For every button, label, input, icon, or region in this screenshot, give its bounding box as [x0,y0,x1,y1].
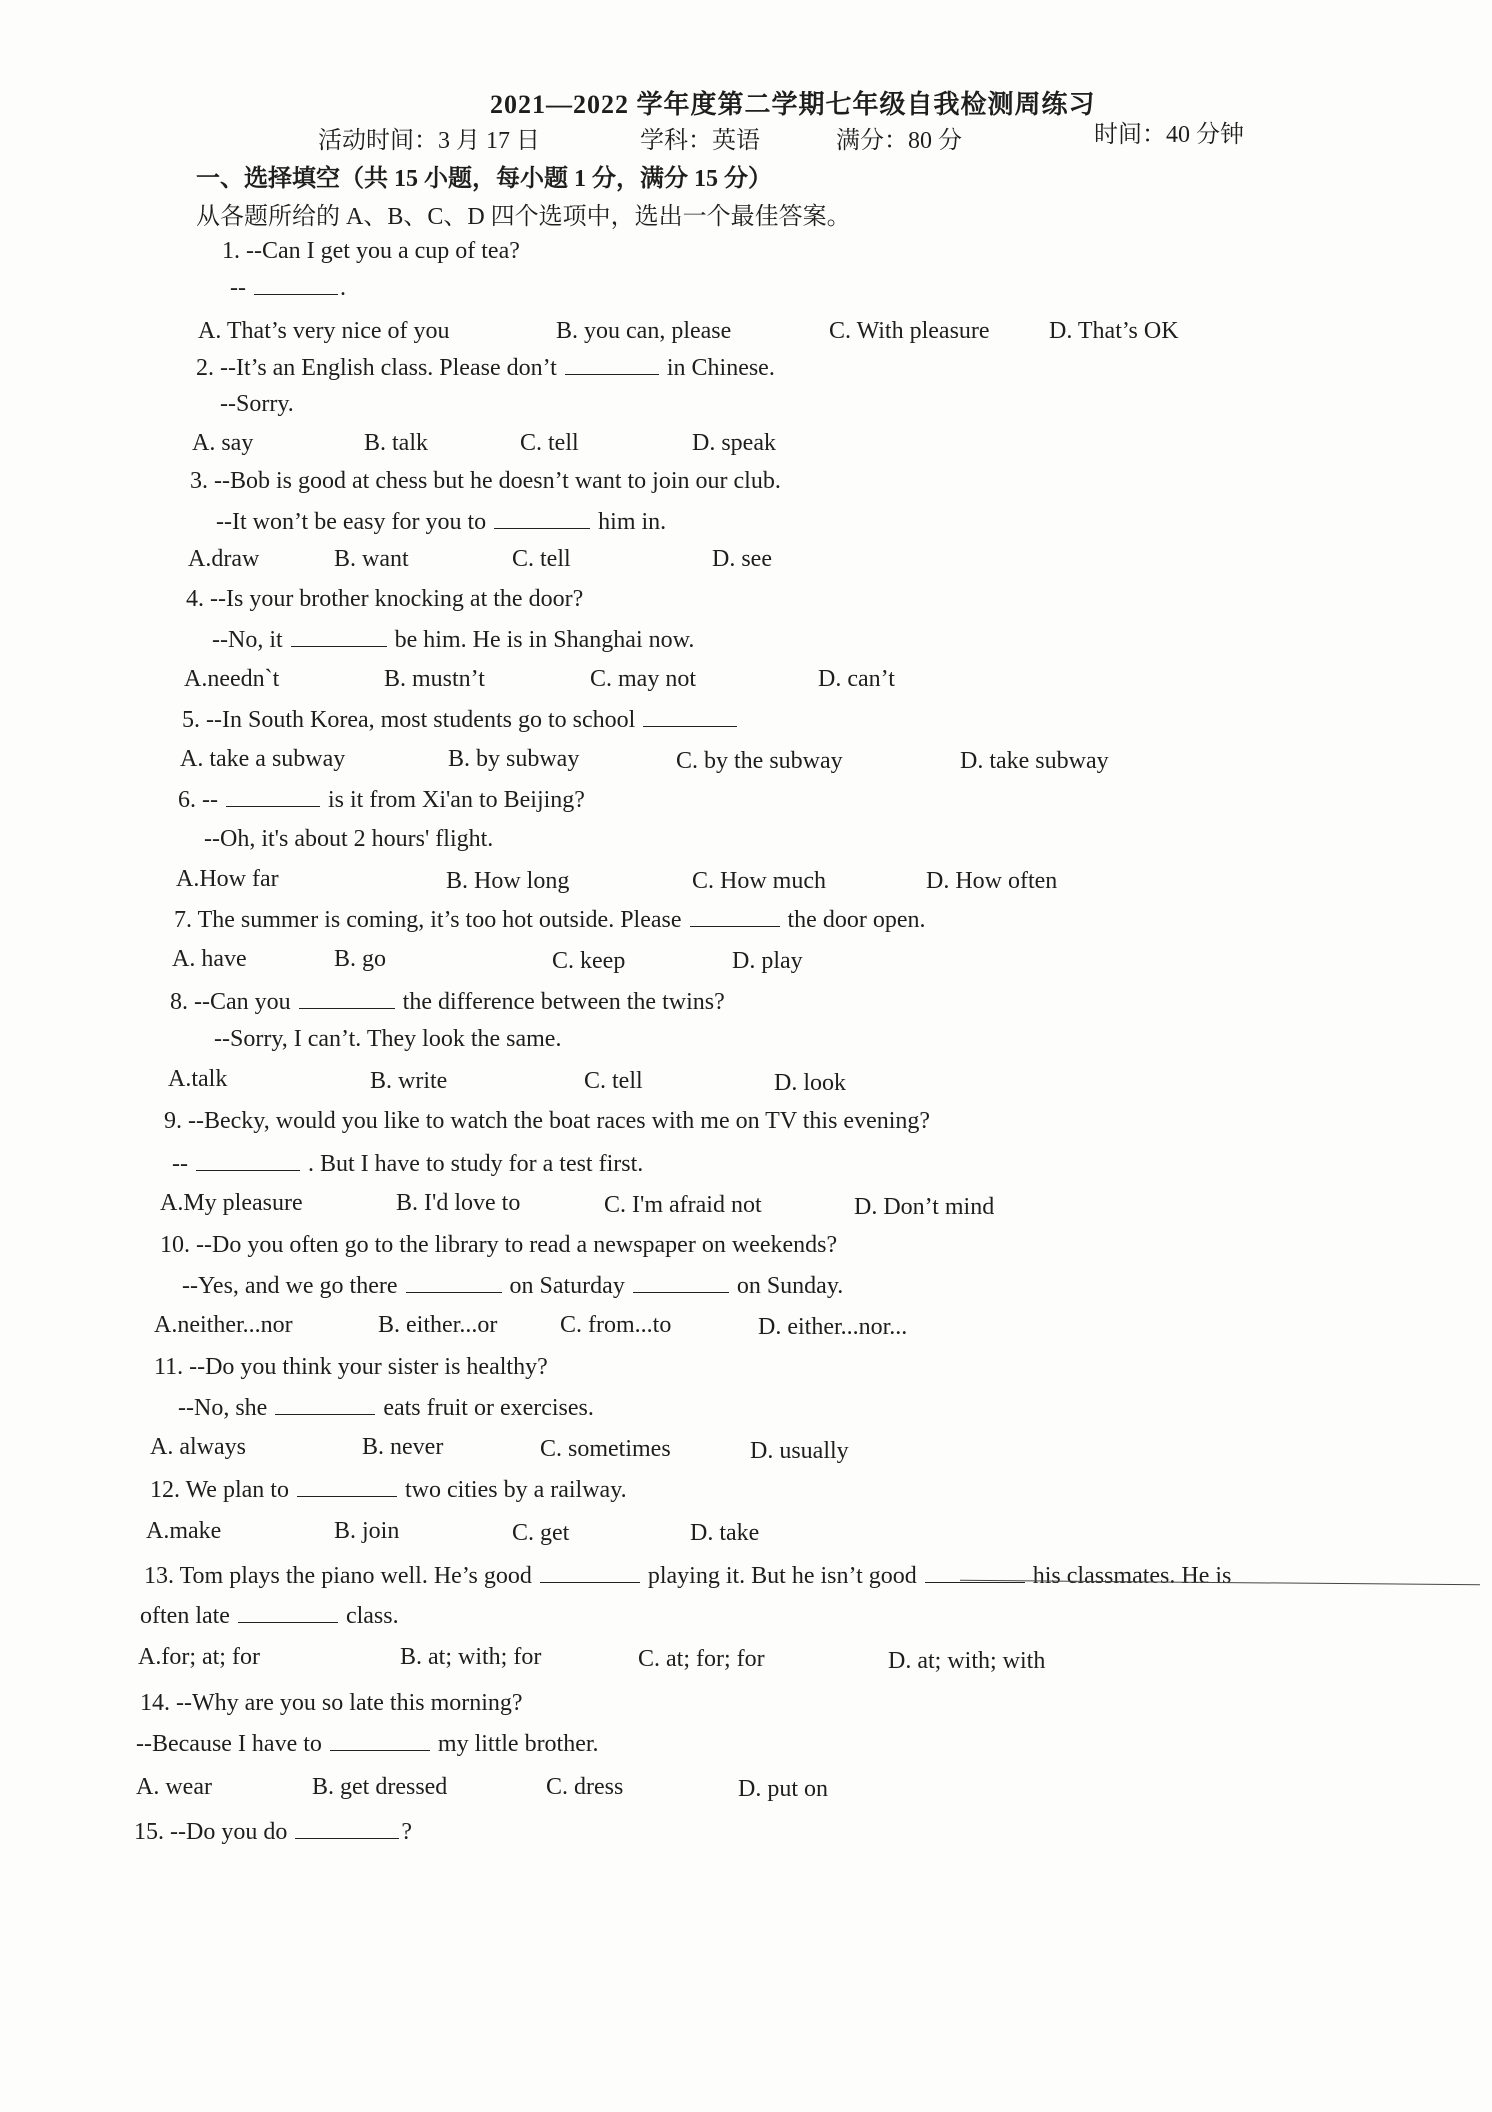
answer-blank[interactable] [295,1816,399,1839]
question-text: -- [230,275,246,301]
question-text: 4. --Is your brother knocking at the door? [186,586,584,612]
question-9-option-A[interactable]: A.My pleasure [160,1190,303,1216]
question-1-line-1 [222,236,520,266]
question-text: 3. --Bob is good at chess but he doesn’t want to join our club. [190,468,781,494]
question-text: 7. The summer is coming, it’s too hot outside. Please [174,907,682,933]
question-13-line-1 [144,1560,1231,1591]
question-8-option-B[interactable]: B. write [370,1068,448,1094]
question-13-option-C[interactable]: C. at; for; for [638,1646,765,1672]
answer-blank[interactable] [643,704,737,727]
exam-full-score: 满分：80 分 [836,128,962,154]
answer-blank[interactable] [254,272,338,295]
question-text: in Chinese. [666,355,775,381]
exam-time: 时间：40 分钟 [1094,122,1244,148]
question-text: playing it. But he isn’t good [647,1563,917,1589]
question-text: --Sorry, I can’t. They look the same. [214,1026,562,1052]
answer-blank[interactable] [633,1270,729,1293]
question-2-line-2 [220,389,294,419]
question-text: ? [401,1819,412,1845]
answer-blank[interactable] [540,1560,640,1583]
question-8-option-C[interactable]: C. tell [584,1068,643,1094]
question-5-option-C[interactable]: C. by the subway [676,748,843,774]
question-12-option-D[interactable]: D. take [690,1520,760,1546]
question-12-option-C[interactable]: C. get [512,1520,570,1546]
answer-blank[interactable] [690,904,780,927]
question-7-option-D[interactable]: D. play [732,948,803,974]
question-7-line-1 [174,904,925,935]
question-text: 15. --Do you do [134,1819,288,1845]
question-text: --Sorry. [220,391,294,417]
question-6-option-A[interactable]: A.How far [176,866,279,892]
question-5-option-D[interactable]: D. take subway [960,748,1109,774]
question-text: -- [172,1151,188,1177]
question-4-line-2 [212,624,694,655]
question-text: my little brother. [437,1731,599,1757]
answer-blank[interactable] [406,1270,502,1293]
question-4-option-A[interactable]: A.needn`t [184,666,280,692]
answer-blank[interactable] [238,1600,338,1623]
question-text: 12. We plan to [150,1477,289,1503]
question-2-line-1 [196,352,775,383]
question-text: is it from Xi'an to Beijing? [327,787,585,813]
answer-blank[interactable] [299,986,395,1009]
question-2-option-B[interactable]: B. talk [364,430,428,456]
question-9-line-1 [164,1106,930,1136]
question-10-option-C[interactable]: C. from...to [560,1312,672,1338]
question-8-line-2 [214,1024,561,1054]
answer-blank[interactable] [291,624,387,647]
question-11-option-D[interactable]: D. usually [750,1438,849,1464]
question-text: --Yes, and we go there [182,1273,398,1299]
question-2-option-D[interactable]: D. speak [692,430,776,456]
question-3-option-A[interactable]: A.draw [188,546,260,572]
question-5-option-B[interactable]: B. by subway [448,746,580,772]
question-text: --Because I have to [136,1731,322,1757]
question-10-line-2 [182,1270,843,1301]
question-text: class. [345,1603,399,1629]
question-text: --No, it [212,627,283,653]
question-5-line-1 [182,704,739,735]
question-3-option-D[interactable]: D. see [712,546,772,572]
question-9-line-2 [172,1148,643,1179]
question-text: on Saturday [509,1273,625,1299]
question-text: often late [140,1603,230,1629]
question-4-option-B[interactable]: B. mustn’t [384,666,485,692]
question-1-option-C[interactable]: C. With pleasure [829,318,990,344]
question-text: the difference between the twins? [402,989,725,1015]
question-10-option-D[interactable]: D. either...nor... [758,1314,908,1340]
question-10-line-1 [160,1230,837,1260]
question-13-option-D[interactable]: D. at; with; with [888,1648,1046,1674]
question-14-option-C[interactable]: C. dress [546,1774,624,1800]
question-text: 8. --Can you [170,989,291,1015]
question-text: eats fruit or exercises. [383,1395,594,1421]
question-6-line-1 [178,784,585,815]
answer-blank[interactable] [226,784,320,807]
question-1-option-B[interactable]: B. you can, please [556,318,732,344]
question-text: 6. -- [178,787,218,813]
question-text: . But I have to study for a test first. [307,1151,644,1177]
question-1-line-2 [230,272,346,303]
question-9-option-B[interactable]: B. I'd love to [396,1190,521,1216]
question-text: the door open. [787,907,926,933]
question-3-option-C[interactable]: C. tell [512,546,571,572]
question-text: --It won’t be easy for you to [216,509,487,535]
exam-date: 活动时间：3 月 17 日 [318,128,540,154]
question-8-option-D[interactable]: D. look [774,1070,846,1096]
question-10-option-B[interactable]: B. either...or [378,1312,498,1338]
question-9-option-C[interactable]: C. I'm afraid not [604,1192,762,1218]
answer-blank[interactable] [330,1728,430,1751]
question-6-line-2 [204,824,493,854]
question-11-option-C[interactable]: C. sometimes [540,1436,671,1462]
question-3-option-B[interactable]: B. want [334,546,409,572]
question-8-line-1 [170,986,725,1017]
answer-blank[interactable] [565,352,659,375]
question-text: 10. --Do you often go to the library to read a newspaper on weekends? [160,1232,838,1258]
question-9-option-D[interactable]: D. Don’t mind [854,1194,995,1220]
question-11-option-B[interactable]: B. never [362,1434,444,1460]
question-11-line-2 [178,1392,594,1423]
question-7-option-B[interactable]: B. go [334,946,387,972]
exam-title: 2021—2022 学年度第二学期七年级自我检测周练习 [490,90,1096,119]
question-text: be him. He is in Shanghai now. [394,627,695,653]
question-text: him in. [598,509,667,535]
question-15-line-1 [134,1816,412,1847]
question-text: 5. --In South Korea, most students go to school [182,707,636,733]
question-11-line-1 [154,1352,548,1382]
question-8-option-A[interactable]: A.talk [168,1066,228,1092]
question-text: two cities by a railway. [404,1477,627,1503]
question-14-line-1 [140,1688,523,1718]
question-4-option-D[interactable]: D. can’t [818,666,895,692]
question-10-option-A[interactable]: A.neither...nor [154,1312,293,1338]
answer-blank[interactable] [297,1474,397,1497]
question-text: 13. Tom plays the piano well. He’s good [144,1563,532,1589]
exam-subject: 学科：英语 [640,128,760,154]
answer-blank[interactable] [275,1392,375,1415]
question-14-line-2 [136,1728,599,1759]
question-12-option-A[interactable]: A.make [146,1518,222,1544]
section-instruction: 从各题所给的 A、B、C、D 四个选项中，选出一个最佳答案。 [196,204,851,230]
question-14-option-D[interactable]: D. put on [738,1776,828,1802]
question-text: 1. --Can I get you a cup of tea? [222,238,520,264]
question-13-option-B[interactable]: B. at; with; for [400,1644,542,1670]
question-text: 14. --Why are you so late this morning? [140,1690,523,1716]
question-4-line-1 [186,584,583,614]
question-12-option-B[interactable]: B. join [334,1518,400,1544]
question-1-option-A[interactable]: A. That’s very nice of you [198,318,450,344]
question-14-option-A[interactable]: A. wear [136,1774,212,1800]
question-3-line-1 [190,466,781,496]
question-text: 9. --Becky, would you like to watch the boat races with me on TV this evening? [164,1108,931,1134]
answer-blank[interactable] [494,506,590,529]
question-2-option-C[interactable]: C. tell [520,430,579,456]
question-text: 2. --It’s an English class. Please don’t [196,355,557,381]
question-6-option-D[interactable]: D. How often [926,868,1058,894]
question-12-line-1 [150,1474,627,1505]
question-text: on Sunday. [736,1273,844,1299]
question-6-option-C[interactable]: C. How much [692,868,826,894]
question-2-option-A[interactable]: A. say [192,430,254,456]
question-6-option-B[interactable]: B. How long [446,868,570,894]
question-text: his classmates. He is [1032,1563,1232,1589]
question-7-option-C[interactable]: C. keep [552,948,626,974]
question-13-option-A[interactable]: A.for; at; for [138,1644,260,1670]
question-14-option-B[interactable]: B. get dressed [312,1774,448,1800]
question-11-option-A[interactable]: A. always [150,1434,246,1460]
answer-blank[interactable] [196,1148,300,1171]
question-5-option-A[interactable]: A. take a subway [180,746,346,772]
question-text: . [339,275,346,301]
question-13-line-2 [140,1600,399,1631]
question-1-option-D[interactable]: D. That’s OK [1049,318,1179,344]
question-text: --No, she [178,1395,268,1421]
question-4-option-C[interactable]: C. may not [590,666,696,692]
question-text: --Oh, it's about 2 hours' flight. [204,826,494,852]
question-text: 11. --Do you think your sister is healthy? [154,1354,548,1380]
question-7-option-A[interactable]: A. have [172,946,247,972]
question-3-line-2 [216,506,666,537]
section-heading: 一、选择填空（共 15 小题，每小题 1 分，满分 15 分） [196,166,772,192]
